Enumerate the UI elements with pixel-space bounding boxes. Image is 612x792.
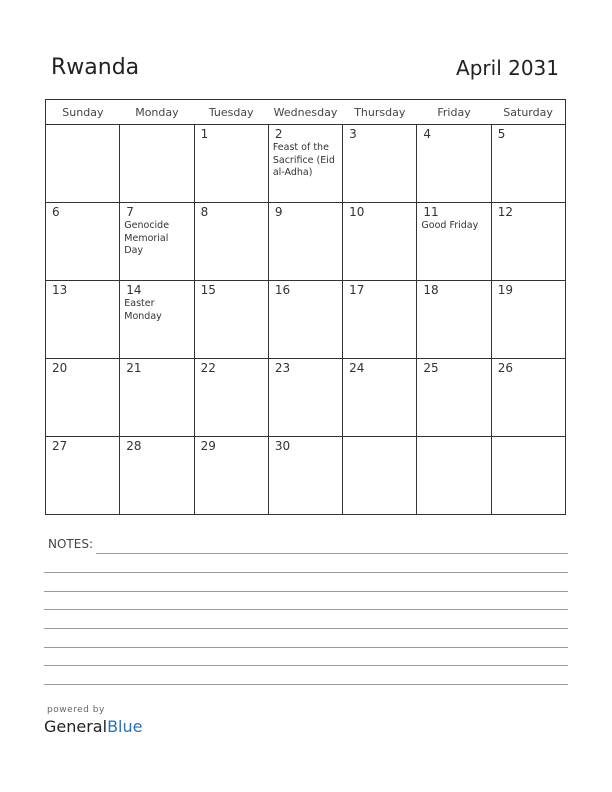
- day-number: 9: [274, 205, 283, 219]
- day-number: 10: [349, 205, 365, 219]
- weekday-thursday: Thursday: [343, 100, 417, 125]
- notes-line: [96, 553, 568, 554]
- generalblue-logo: [44, 717, 142, 736]
- day-cell: [343, 359, 417, 437]
- holiday-label: Easter Monday: [124, 298, 162, 322]
- day-number: 2: [274, 127, 283, 141]
- week-row: [46, 125, 566, 203]
- notes-line: [44, 609, 568, 610]
- weekday-sunday: Sunday: [46, 100, 120, 125]
- notes-line: [44, 684, 568, 685]
- week-row: [46, 359, 566, 437]
- day-cell: [343, 203, 417, 281]
- holiday-label: Genocide Memorial Day: [124, 220, 170, 256]
- weekday-tuesday: Tuesday: [194, 100, 268, 125]
- day-number: 15: [200, 283, 216, 297]
- day-number: 8: [200, 205, 209, 219]
- day-cell: [194, 437, 268, 515]
- weekday-monday: Monday: [120, 100, 194, 125]
- calendar-grid: [45, 99, 566, 515]
- day-number: 30: [274, 439, 291, 453]
- day-cell: [46, 437, 120, 515]
- day-cell: [491, 281, 565, 359]
- day-cell: [417, 203, 491, 281]
- weekday-friday: Friday: [417, 100, 491, 125]
- holiday-label: Feast of the Sacrifice (Eid al-Adha): [272, 142, 335, 178]
- day-cell: [417, 281, 491, 359]
- day-cell: [120, 125, 194, 203]
- day-cell: [120, 203, 194, 281]
- country-title: Rwanda: [51, 55, 140, 80]
- day-cell: [491, 437, 565, 515]
- day-number: 13: [52, 283, 68, 297]
- notes-line: [44, 647, 568, 648]
- day-cell: [343, 437, 417, 515]
- weekday-header-row: [46, 100, 566, 125]
- day-number: 17: [349, 283, 365, 297]
- day-number: 23: [274, 361, 291, 375]
- notes-line: [44, 665, 568, 666]
- week-row: [46, 203, 566, 281]
- notes-line: [44, 572, 568, 573]
- day-number: 12: [497, 205, 513, 219]
- day-cell: [268, 281, 342, 359]
- day-number: 22: [200, 361, 216, 375]
- holiday-label: Good Friday: [421, 220, 479, 231]
- day-number: 28: [126, 439, 142, 453]
- day-cell: [268, 203, 342, 281]
- day-cell: [417, 359, 491, 437]
- day-cell: [46, 281, 120, 359]
- day-cell: [268, 437, 342, 515]
- day-cell: [194, 281, 268, 359]
- day-number: 6: [52, 205, 60, 219]
- day-cell: [343, 125, 417, 203]
- day-cell: [120, 281, 194, 359]
- day-cell: [491, 359, 565, 437]
- brand-general-text: General: [44, 717, 108, 736]
- day-number: 19: [497, 283, 513, 297]
- day-number: 29: [200, 439, 216, 453]
- day-cell: [194, 203, 268, 281]
- week-row: [46, 281, 566, 359]
- day-number: 1: [200, 127, 209, 141]
- week-row: [46, 437, 566, 515]
- day-number: 26: [497, 361, 513, 375]
- day-number: 11: [423, 205, 439, 219]
- day-number: 24: [349, 361, 365, 375]
- powered-by-text: powered by: [47, 705, 105, 715]
- day-cell: [491, 125, 565, 203]
- day-cell: [343, 281, 417, 359]
- brand-blue-text: Blue: [107, 717, 143, 736]
- day-number: 27: [52, 439, 68, 453]
- day-cell: [417, 125, 491, 203]
- day-cell: [120, 359, 194, 437]
- notes-label: NOTES:: [48, 537, 93, 551]
- day-number: 25: [423, 361, 439, 375]
- day-number: 18: [423, 283, 439, 297]
- day-cell: [417, 437, 491, 515]
- day-cell: [46, 125, 120, 203]
- day-cell: [491, 203, 565, 281]
- day-number: 5: [497, 127, 506, 141]
- day-cell: [46, 203, 120, 281]
- weekday-saturday: Saturday: [491, 100, 565, 125]
- notes-line: [44, 591, 568, 592]
- day-number: 20: [52, 361, 68, 375]
- day-number: 4: [423, 127, 432, 141]
- weekday-wednesday: Wednesday: [268, 100, 342, 125]
- day-cell: [194, 359, 268, 437]
- day-number: 3: [349, 127, 357, 141]
- day-number: 16: [274, 283, 291, 297]
- notes-line: [44, 628, 568, 629]
- day-cell: [194, 125, 268, 203]
- day-cell: [46, 359, 120, 437]
- day-number: 14: [126, 283, 142, 297]
- day-number: 21: [126, 361, 142, 375]
- day-cell: [268, 125, 342, 203]
- day-cell: [268, 359, 342, 437]
- month-title: April 2031: [456, 56, 559, 80]
- day-cell: [120, 437, 194, 515]
- day-number: 7: [126, 205, 134, 219]
